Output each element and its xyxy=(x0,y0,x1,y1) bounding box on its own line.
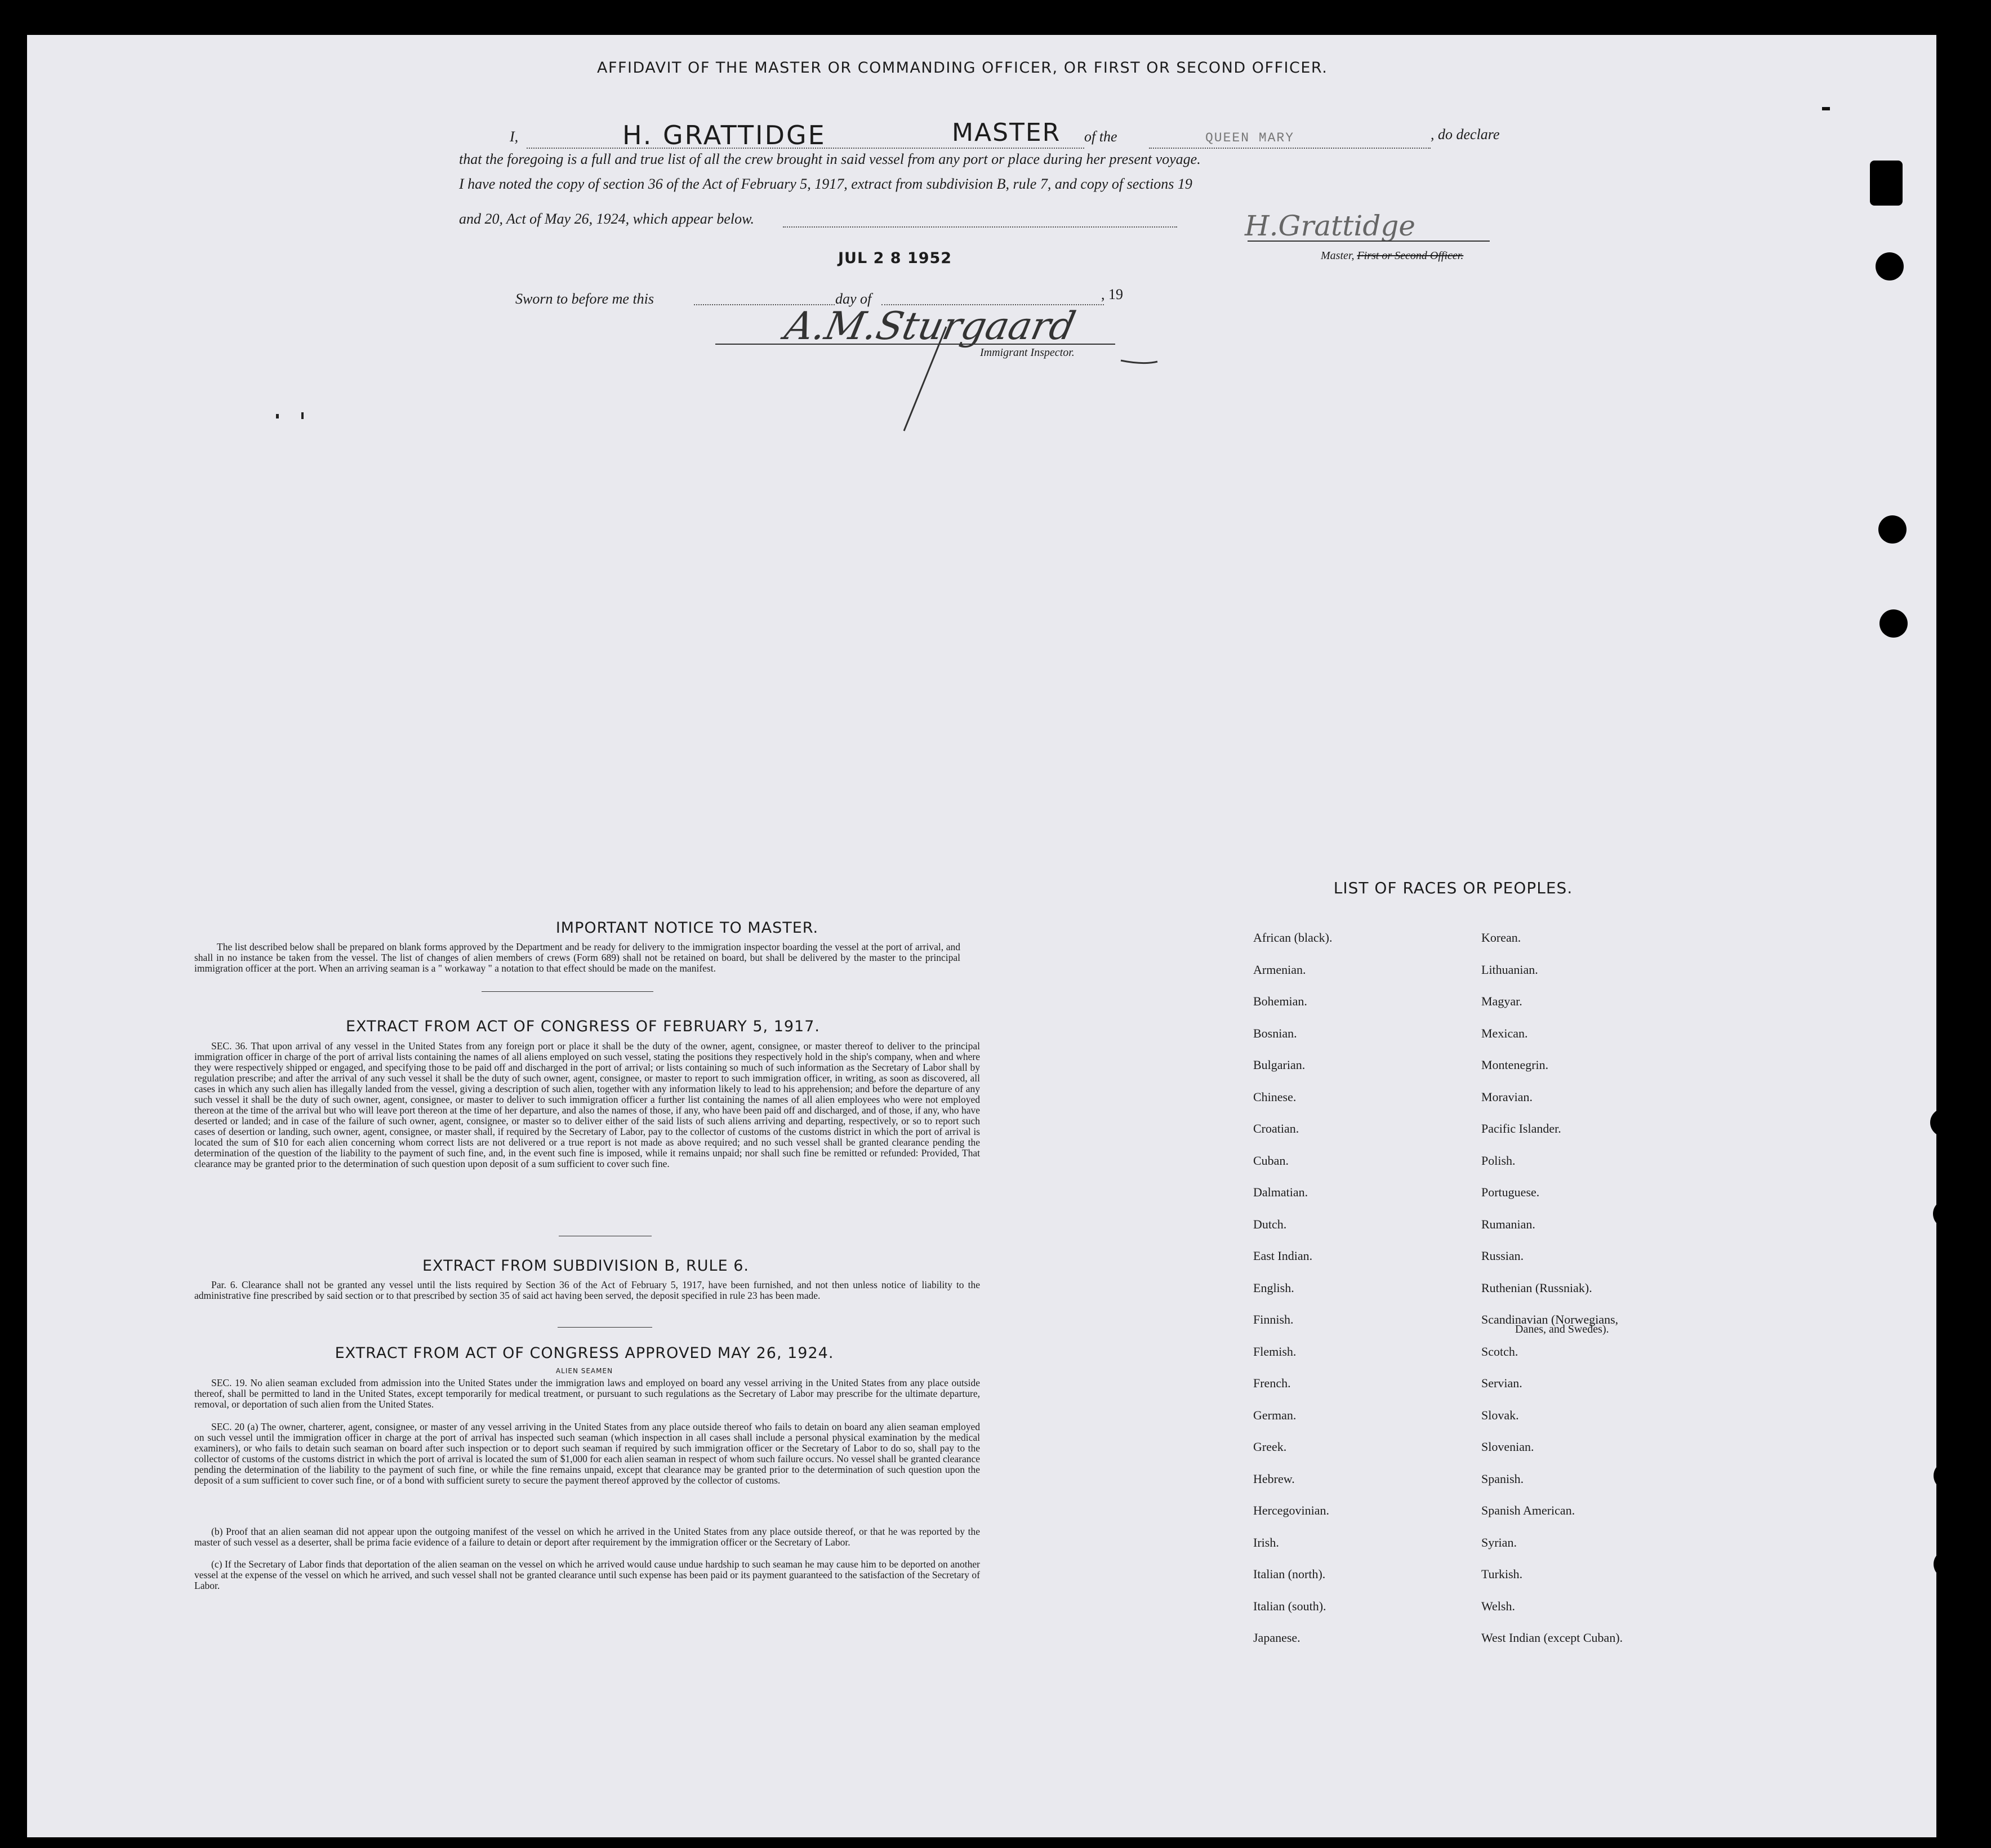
master-signature-line xyxy=(1248,241,1490,242)
scan-dot xyxy=(1822,107,1830,110)
race-item: Italian (north). xyxy=(1253,1567,1326,1581)
race-item: Scotch. xyxy=(1481,1344,1518,1359)
affidavit-line-1: that the foregoing is a full and true list of all the crew brought in said vessel from any port or place during her present voyage. xyxy=(459,151,1201,167)
race-item: Moravian. xyxy=(1481,1089,1533,1104)
race-item: Dalmatian. xyxy=(1253,1185,1308,1199)
rule6-text: Par. 6. Clearance shall not be granted any vessel until the lists required by Section 36 of the Act of February 5, 1917, have been furnished, and not then unless notice of liability to the administrative fine prescribed by said section or to that prescribed by section 35 of said act having been served, the deposit specified in rule 23 has been made. xyxy=(194,1279,980,1301)
extract-1924-sec20a: SEC. 20 (a) The owner, charterer, agent, consignee, or master of any vessel arriving in the United States from any place outside thereof who fails to detain on board any alien seaman employed on such vessel until the immigration officer in charge at the port of arrival has inspected such seaman (which inspection in all cases shall include a personal physical examination by the medical examiners), or who fails to detain such seaman on board after such inspection or to deport such seaman if required by such immigration officer or the Secretary of Labor to do so, shall pay to the collector of customs of the customs district in which the port of arrival is located the sum of $1,000 for each alien seaman in respect of whom such failure occurs. No vessel shall be granted clearance pending the determination of the liability to the payment of such fine, or while the fine remains unpaid, except that clearance may be granted prior to the determination of such question upon the deposit of a sum sufficient to cover such fine, or of a bond with sufficient surety to secure the payment thereof approved by the collector of customs. xyxy=(194,1421,980,1486)
race-item: Pacific Islander. xyxy=(1481,1121,1561,1135)
race-item: East Indian. xyxy=(1253,1249,1313,1263)
race-item: Korean. xyxy=(1481,930,1521,945)
scan-dot xyxy=(301,412,304,419)
binder-hole xyxy=(1879,609,1908,638)
signer-caption xyxy=(1321,250,1463,262)
binder-hole xyxy=(1870,161,1903,206)
race-item: German. xyxy=(1253,1408,1297,1422)
master-signature: H.Grattidge xyxy=(1245,210,1415,242)
date-stamp: JUL 2 8 1952 xyxy=(838,250,952,267)
inspector-caption: Immigrant Inspector. xyxy=(980,346,1075,359)
race-item: Portuguese. xyxy=(1481,1185,1540,1199)
races-title: LIST OF RACES OR PEOPLES. xyxy=(1333,879,1573,897)
race-item: Finnish. xyxy=(1253,1312,1294,1326)
extract-1924-sec20c: (c) If the Secretary of Labor finds that deportation of the alien seaman on the vessel on which he arrived would cause undue hardship to such seaman he may cause him to be deported on another vessel at the expense of the vessel on which he arrived, and such vessel shall not be granted clearance until such expense has been paid or its payment guaranteed to the satisfaction of the Secretary of Labor. xyxy=(194,1558,980,1591)
race-item: Mexican. xyxy=(1481,1026,1528,1040)
caption-struck: First or Second Officer. xyxy=(1357,250,1464,262)
divider xyxy=(558,1327,652,1328)
race-item: Ruthenian (Russniak). xyxy=(1481,1280,1592,1295)
race-item: Montenegrin. xyxy=(1481,1058,1549,1072)
race-item: Flemish. xyxy=(1253,1344,1297,1359)
binder-hole xyxy=(1933,1200,1961,1228)
race-item: Chinese. xyxy=(1253,1089,1297,1104)
race-item: Dutch. xyxy=(1253,1217,1287,1231)
sworn-label: Sworn to before me this xyxy=(515,291,654,307)
race-item: Japanese. xyxy=(1253,1631,1300,1645)
of-the-label: of the xyxy=(1084,128,1117,145)
affidavit-line-3: and 20, Act of May 26, 1924, which appear below. xyxy=(459,211,755,227)
race-item: French. xyxy=(1253,1376,1291,1390)
race-item: Servian. xyxy=(1481,1376,1522,1390)
race-item: Croatian. xyxy=(1253,1121,1299,1135)
race-item: Bulgarian. xyxy=(1253,1058,1306,1072)
binder-hole xyxy=(1930,1108,1958,1137)
race-item: Bosnian. xyxy=(1253,1026,1297,1040)
year-prefix: , 19 xyxy=(1101,286,1123,302)
race-item: Slovenian. xyxy=(1481,1440,1534,1454)
race-item: Greek. xyxy=(1253,1440,1287,1454)
inspector-signature: A.M.Sturgaard xyxy=(781,304,1080,349)
vessel-name: QUEEN MARY xyxy=(1205,131,1295,145)
caption-master: Master, xyxy=(1321,250,1355,262)
race-item: Spanish. xyxy=(1481,1471,1524,1486)
race-item: Hebrew. xyxy=(1253,1471,1295,1486)
rule6-title: EXTRACT FROM SUBDIVISION B, RULE 6. xyxy=(422,1257,749,1275)
race-item: Syrian. xyxy=(1481,1535,1517,1549)
declarant-prefix: I, xyxy=(510,128,519,145)
race-item: Scandinavian (Norwegians, xyxy=(1481,1312,1619,1326)
race-item: Rumanian. xyxy=(1481,1217,1535,1231)
race-item: Magyar. xyxy=(1481,994,1522,1008)
inspector-signature-flourish xyxy=(879,315,1160,434)
race-continuation: Danes, and Swedes). xyxy=(1515,1323,1609,1335)
extract-1924-title: EXTRACT FROM ACT OF CONGRESS APPROVED MAY 26, 1924. xyxy=(335,1344,834,1362)
scan-dot xyxy=(276,414,279,418)
race-item: Welsh. xyxy=(1481,1598,1515,1613)
binder-hole xyxy=(1934,1462,1962,1490)
vessel-line xyxy=(1149,148,1431,149)
race-item: Irish. xyxy=(1253,1535,1279,1549)
extract-1924-sec20b: (b) Proof that an alien seaman did not appear upon the outgoing manifest of the vessel on which he arrived in the United States from any place outside thereof, or that he was reported by the master of such vessel as a deserter, shall be prima facie evidence of a failure to detain or deport after requirement by the immigration officer or the Secretary of Labor. xyxy=(194,1526,980,1548)
race-item: Italian (south). xyxy=(1253,1598,1326,1613)
notice-title: IMPORTANT NOTICE TO MASTER. xyxy=(555,919,819,937)
binder-hole xyxy=(1876,252,1904,280)
divider xyxy=(482,991,653,992)
affidavit-end-line xyxy=(783,226,1177,228)
master-rank: MASTER xyxy=(952,118,1061,147)
binder-hole xyxy=(1878,515,1907,544)
race-item: Armenian. xyxy=(1253,962,1306,977)
race-item: Lithuanian. xyxy=(1481,962,1538,977)
race-item: English. xyxy=(1253,1280,1294,1295)
affidavit-title: AFFIDAVIT OF THE MASTER OR COMMANDING OFFICER, OR FIRST OR SECOND OFFICER. xyxy=(597,59,1328,77)
race-item: Spanish American. xyxy=(1481,1503,1575,1517)
affidavit-line-2: I have noted the copy of section 36 of the Act of February 5, 1917, extract from subdivision B, rule 7, and copy of sections 19 xyxy=(459,176,1192,192)
extract-1917-title: EXTRACT FROM ACT OF CONGRESS OF FEBRUARY 5, 1917. xyxy=(346,1018,820,1035)
extract-1917-text: SEC. 36. That upon arrival of any vessel in the United States from any foreign port or place it shall be the duty of the owner, agent, consignee, or master thereof to deliver to the principal immigration officer in charge of the port of arrival lists containing the names of all aliens employed on such vessel, stating the positions they respectively hold in the ship's company, when and where they were respectively shipped or engaged, and specifying those to be paid off and discharged in the port of arrival; or lists containing so much of such information as the Secretary of Labor shall by regulation prescribe; and after the arrival of any such vessel it shall be the duty of such owner, agent, consignee, or master to report to such immigration officer, in writing, as soon as discovered, all cases in which any such alien has illegally landed from the vessel, giving a description of such alien, together with any information likely to lead to his apprehension; and before the departure of any such vessel it shall be the duty of such owner, agent, consignee, or master to deliver to such immigration officer a further list containing the names of all alien employees who were not employed thereon at the time of the arrival but who will leave port thereon at the time of her departure, and also the names of those, if any, who have been paid off and discharged, and of those, if any, who have deserted or landed; and in case of the failure of such owner, agent, consignee, or master so to deliver either of the said lists of such aliens arriving and departing, respectively, or so to report such cases of desertion or landing, such owner, agent, consignee, or master shall, if required by the Secretary of Labor, pay to the collector of customs of the customs district in which the port of arrival is located the sum of $10 for each alien concerning whom correct lists are not delivered or a true report is not made as above required; and no such vessel shall be granted clearance pending the determination of the question of the liability to the payment of such fine, and, in the event such fine is imposed, while it remains unpaid; nor shall such fine be remitted or refunded: Provided, That clearance may be granted prior to the determination of such question upon deposit of a sum sufficient to cover such fine. xyxy=(194,1040,980,1169)
day-of-label: day of xyxy=(835,291,872,307)
notice-text: The list described below shall be prepared on blank forms approved by the Department and be ready for delivery to the immigration inspector boarding the vessel at the port of arrival, and shall in no instance be taken from the vessel. The list of changes of alien members of crews (Form 689) shall not be retained on board, but shall be delivered by the master to the principal immigration officer at the port. When an arriving seaman is a " workaway " a notation to that effect should be made on the manifest. xyxy=(194,941,960,974)
race-item: Cuban. xyxy=(1253,1153,1289,1168)
binder-hole xyxy=(1934,1550,1962,1578)
extract-1924-subtitle: ALIEN SEAMEN xyxy=(555,1367,613,1375)
do-declare-label: , do declare xyxy=(1431,126,1500,143)
race-item: Polish. xyxy=(1481,1153,1516,1168)
race-item: West Indian (except Cuban). xyxy=(1481,1631,1623,1645)
extract-1924-sec19: SEC. 19. No alien seaman excluded from admission into the United States under the immigration laws and employed on board any vessel arriving in the United States from any place outside thereof, shall be permitted to land in the United States, except temporarily for medical treatment, or pursuant to such regulations as the Secretary of Labor may prescribe for the ultimate departure, removal, or deportation of such alien from the United States. xyxy=(194,1377,980,1410)
race-item: African (black). xyxy=(1253,930,1333,945)
master-name: H. GRATTIDGE xyxy=(622,120,826,150)
race-item: Turkish. xyxy=(1481,1567,1523,1581)
race-item: Hercegovinian. xyxy=(1253,1503,1329,1517)
race-item: Russian. xyxy=(1481,1249,1524,1263)
race-item: Slovak. xyxy=(1481,1408,1519,1422)
race-item: Bohemian. xyxy=(1253,994,1307,1008)
